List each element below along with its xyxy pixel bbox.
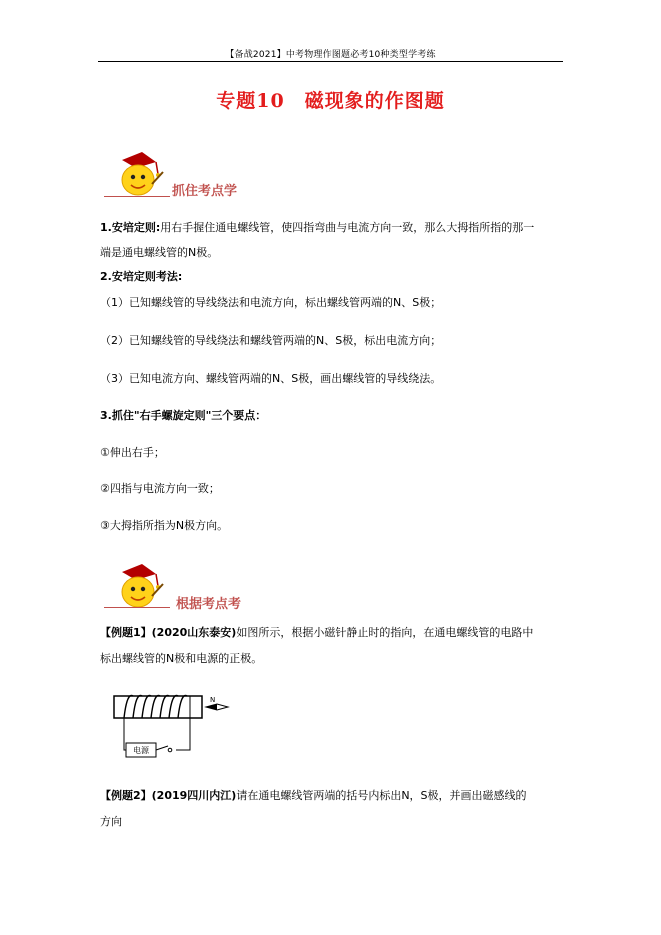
switch-lever — [156, 746, 168, 750]
example-1-text: 如图所示，根据小磁针静止时的指向，在通电螺线管的电路中 — [236, 626, 534, 639]
text-ampere-rule: 用右手握住通电螺线管，使四指弯曲与电流方向一致，那么大拇指所指的那一 — [160, 221, 535, 234]
heading-ampere-methods: 2.安培定则考法: — [100, 270, 183, 283]
mascot-graduate-icon — [108, 150, 168, 200]
point-2: ②四指与电流方向一致； — [100, 482, 220, 495]
needle-n-label: N — [210, 696, 216, 704]
example-2-cont: 方向 — [100, 815, 122, 828]
solenoid-coil — [124, 695, 187, 718]
method-2: （2）已知螺线管的导线绕法和螺线管两端的N、S极，标出电流方向； — [100, 334, 442, 347]
power-label: 电源 — [133, 746, 149, 755]
solenoid-circuit-figure — [100, 688, 240, 760]
page-title: 专题10 磁现象的作图题 — [216, 90, 445, 112]
switch-contact — [168, 748, 172, 752]
section-underline — [104, 196, 170, 197]
wire-right — [176, 696, 190, 750]
example-2-label: 【例题2】(2019四川内江) — [100, 789, 237, 802]
example-2-text: 请在通电螺线管两端的括号内标出N，S极，并画出磁感线的 — [236, 789, 527, 802]
method-1: （1）已知螺线管的导线绕法和电流方向，标出螺线管两端的N、S极； — [100, 296, 442, 309]
mascot-graduate-icon — [108, 562, 168, 612]
label-ampere-rule: 1.安培定则: — [100, 221, 161, 234]
page-header: 【备战2021】中考物理作图题必考10种类型学考练 — [225, 50, 436, 60]
section-title-test: 根据考点考 — [176, 597, 242, 612]
example-1-cont: 标出螺线管的N极和电源的正极。 — [100, 652, 263, 665]
method-3: （3）已知电流方向、螺线管两端的N、S极，画出螺线管的导线绕法。 — [100, 372, 442, 385]
example-1 — [100, 624, 570, 642]
header-divider — [98, 61, 563, 62]
point-1: ①伸出右手； — [100, 446, 165, 459]
heading-three-points: 3.抓住"右手螺旋定则"三个要点： — [100, 409, 267, 422]
paragraph-ampere-rule-cont: 端是通电螺线管的N极。 — [100, 246, 219, 259]
point-3: ③大拇指所指为N极方向。 — [100, 519, 229, 532]
paragraph-ampere-rule — [100, 219, 570, 237]
example-2 — [100, 787, 570, 805]
section-underline — [104, 607, 170, 608]
compass-needle-dark — [206, 704, 217, 710]
example-1-label: 【例题1】(2020山东泰安) — [100, 626, 237, 639]
section-title-learn: 抓住考点学 — [172, 184, 238, 199]
